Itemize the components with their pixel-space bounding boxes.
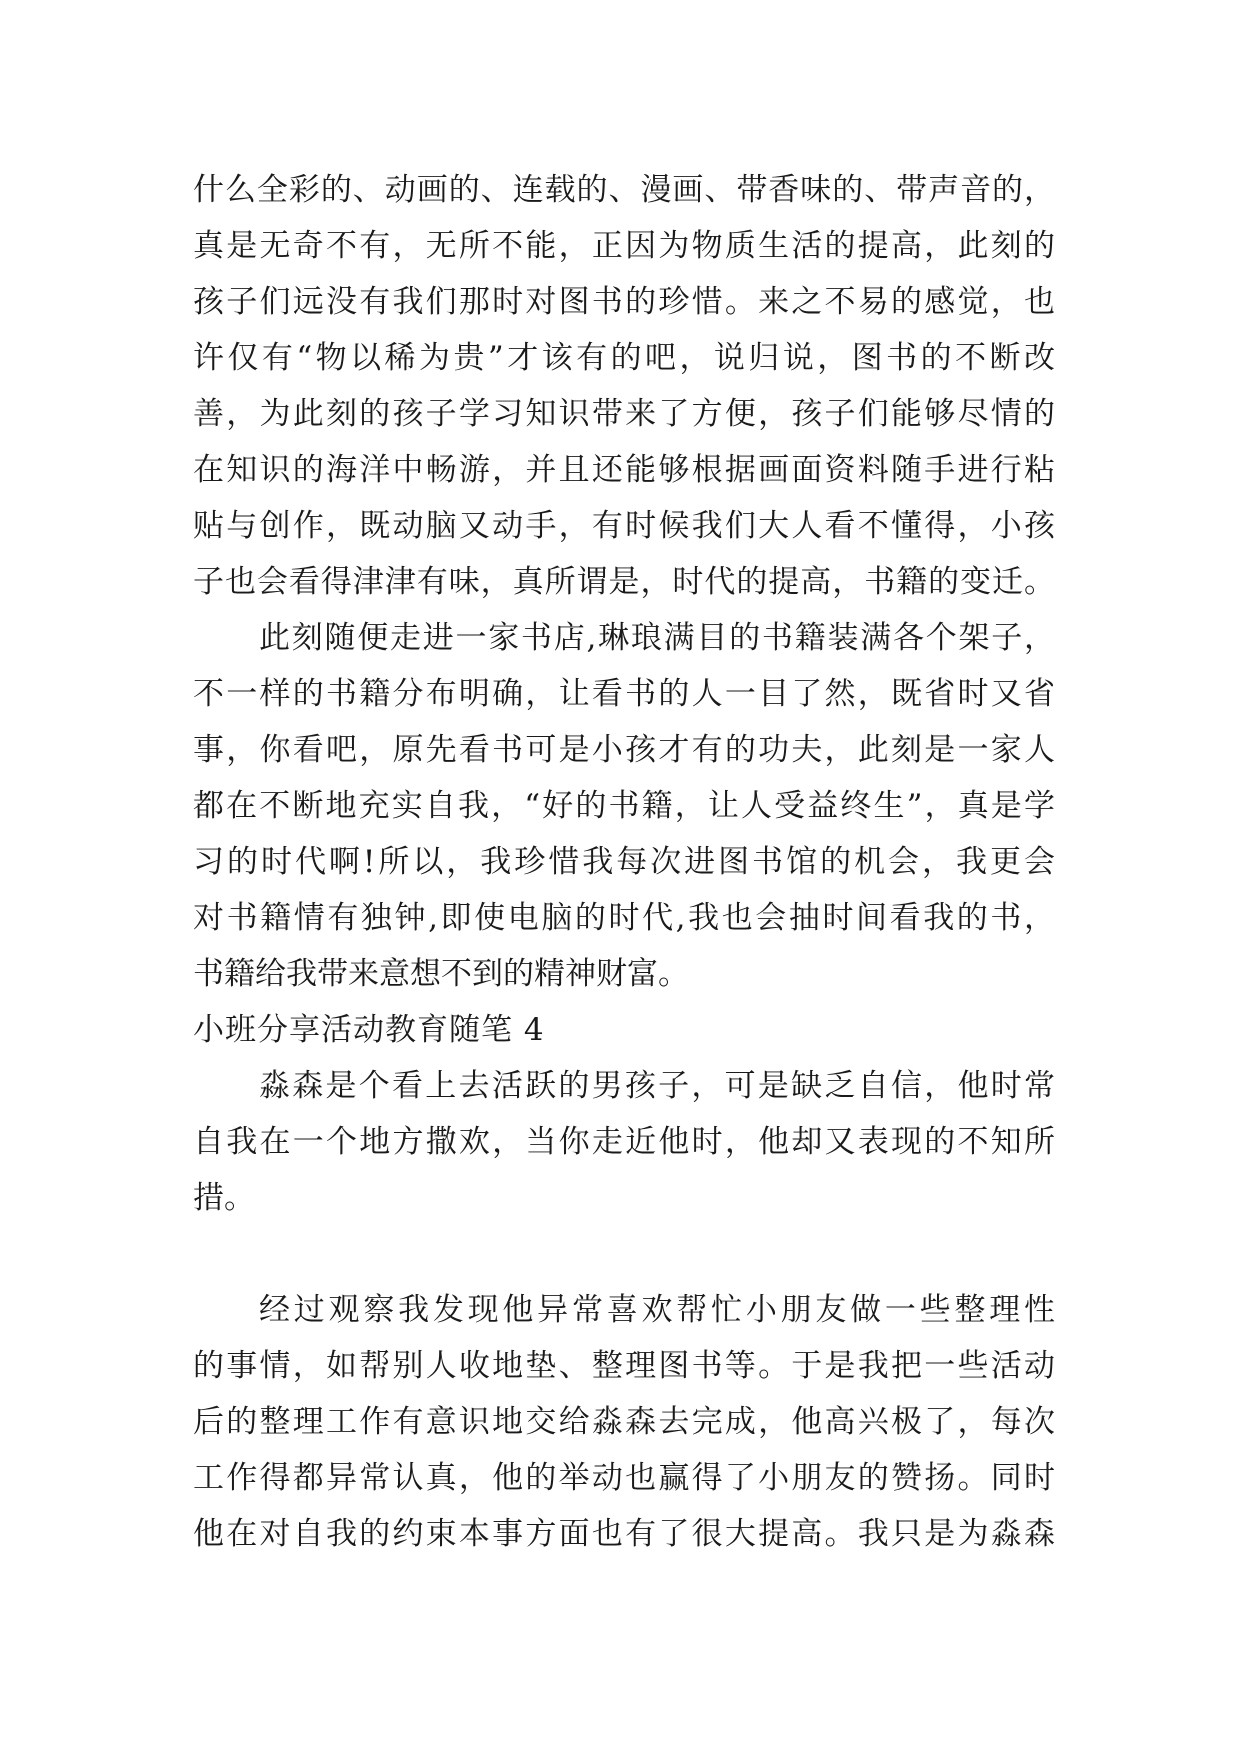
body-text-line: 事，你看吧，原先看书可是小孩才有的功夫，此刻是一家人 bbox=[193, 732, 1055, 768]
blank-line bbox=[193, 1226, 1055, 1282]
body-text-line: 后的整理工作有意识地交给淼森去完成，他高兴极了，每次 bbox=[193, 1404, 1055, 1440]
body-text-line: 善，为此刻的孩子学习知识带来了方便，孩子们能够尽情的 bbox=[193, 396, 1055, 432]
body-text-line: 对书籍情有独钟,即使电脑的时代,我也会抽时间看我的书， bbox=[193, 900, 1055, 936]
body-text-line: 什么全彩的、动画的、连载的、漫画、带香味的、带声音的， bbox=[193, 172, 1055, 208]
body-text-line: 的事情，如帮别人收地垫、整理图书等。于是我把一些活动 bbox=[193, 1348, 1055, 1384]
paragraph-last-line: 书籍给我带来意想不到的精神财富。 bbox=[193, 956, 689, 992]
body-text-line: 自我在一个地方撒欢，当你走近他时，他却又表现的不知所 bbox=[193, 1124, 1055, 1160]
paragraph-first-line: 淼森是个看上去活跃的男孩子，可是缺乏自信，他时常 bbox=[259, 1068, 1055, 1104]
body-text-line: 孩子们远没有我们那时对图书的珍惜。来之不易的感觉，也 bbox=[193, 284, 1055, 320]
body-text-line: 真是无奇不有，无所不能，正因为物质生活的提高，此刻的 bbox=[193, 228, 1055, 264]
body-text-line: 在知识的海洋中畅游，并且还能够根据画面资料随手进行粘 bbox=[193, 452, 1055, 488]
body-text-line: 习的时代啊!所以，我珍惜我每次进图书馆的机会，我更会 bbox=[193, 844, 1055, 880]
body-text-line: 工作得都异常认真，他的举动也赢得了小朋友的赞扬。同时 bbox=[193, 1460, 1055, 1496]
section-heading: 小班分享活动教育随笔 4 bbox=[193, 1012, 545, 1048]
body-text-line: 贴与创作，既动脑又动手，有时候我们大人看不懂得，小孩 bbox=[193, 508, 1055, 544]
body-text-line: 许仅有“物以稀为贵”才该有的吧，说归说，图书的不断改 bbox=[193, 340, 1055, 376]
paragraph-first-line: 此刻随便走进一家书店,琳琅满目的书籍装满各个架子， bbox=[259, 620, 1055, 656]
body-text-line: 他在对自我的约束本事方面也有了很大提高。我只是为淼森 bbox=[193, 1516, 1055, 1552]
paragraph-last-line: 措。 bbox=[193, 1180, 255, 1216]
body-text-line: 都在不断地充实自我，“好的书籍，让人受益终生”，真是学 bbox=[193, 788, 1055, 824]
paragraph-first-line: 经过观察我发现他异常喜欢帮忙小朋友做一些整理性 bbox=[259, 1292, 1055, 1328]
document-body bbox=[193, 162, 1055, 1562]
body-text-line: 不一样的书籍分布明确，让看书的人一目了然，既省时又省 bbox=[193, 676, 1055, 712]
body-text-line: 子也会看得津津有味，真所谓是，时代的提高，书籍的变迁。 bbox=[193, 564, 1055, 600]
